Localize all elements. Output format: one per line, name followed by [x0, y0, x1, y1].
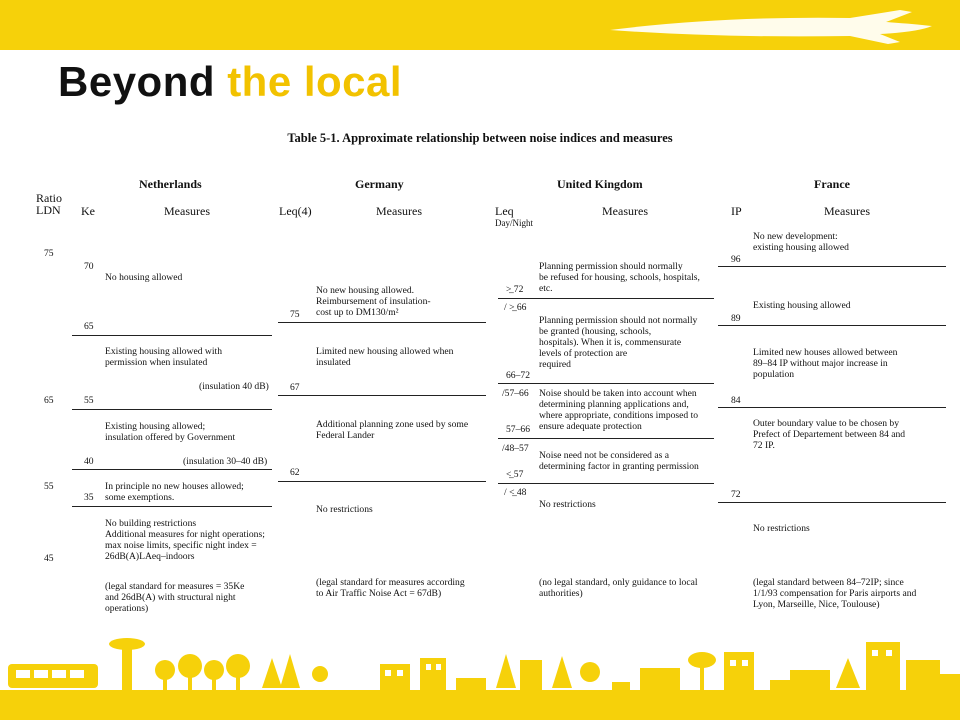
ldn-header: LDN [36, 203, 61, 217]
table-caption: Table 5-1. Approximate relationship between noise indices and measures [287, 131, 673, 145]
ke-header: Ke [81, 204, 95, 218]
nl-measure: No building restrictions Additional measures for night operations; max noise limits, specific night index = 26dB(A)LAeq–indoors [105, 518, 265, 562]
leq-value: >̲ 72 [506, 284, 524, 295]
ip-value: 84 [731, 395, 741, 406]
nl-measure-note: (insulation 30–40 dB) [183, 456, 268, 467]
row-divider [718, 266, 946, 267]
uk-measure: No restrictions [539, 499, 596, 510]
fr-measure: Limited new houses allowed between 89–84 IP without major increase in population [753, 347, 898, 380]
nl-measure: Existing housing allowed; insulation offered by Government [105, 421, 236, 443]
ldn-value: 45 [44, 553, 54, 564]
ke-value: 40 [84, 456, 94, 467]
ip-value: 96 [731, 254, 741, 265]
ldn-value: 55 [44, 481, 54, 492]
de-measure: Limited new housing allowed when insulated [316, 346, 454, 368]
leq-value: <̲ 57 [506, 469, 524, 480]
leq-header: Leq [495, 204, 514, 218]
ke-value: 55 [84, 395, 94, 406]
leq-value: / >̲ 66 [504, 302, 527, 313]
nl-measure: No housing allowed [105, 272, 183, 283]
row-divider [278, 481, 486, 482]
uk-header: United Kingdom [557, 177, 643, 191]
top-banner [0, 0, 960, 50]
day-night-subheader: Day/Night [495, 218, 533, 228]
row-divider [498, 438, 714, 439]
netherlands-header: Netherlands [139, 177, 202, 191]
leq-value: /48–57 [502, 443, 529, 454]
city-skyline-illustration [0, 630, 960, 720]
ldn-value: 75 [44, 248, 54, 259]
leq-value: /57–66 [502, 388, 529, 399]
ip-value: 89 [731, 313, 741, 324]
nl-measure-note: (insulation 40 dB) [199, 381, 269, 392]
row-divider [278, 395, 486, 396]
de-measure: No new housing allowed. Reimbursement of insulation- cost up to DM130/m² [316, 285, 431, 318]
de-legal-standard: (legal standard for measures according to Air Traffic Noise Act = 67dB) [316, 577, 465, 599]
ldn-value: 65 [44, 395, 54, 406]
fr-measure: Existing housing allowed [753, 300, 851, 311]
row-divider [72, 506, 272, 507]
title-word-beyond: Beyond [58, 58, 216, 105]
uk-measure: Noise need not be considered as a determining factor in granting permission [539, 450, 699, 472]
uk-measures-header: Measures [602, 204, 648, 218]
ratio-header: Ratio [36, 191, 62, 205]
uk-legal-standard: (no legal standard, only guidance to local authorities) [539, 577, 698, 599]
fr-measure: Outer boundary value to be chosen by Prefect of Departement between 84 and 72 IP. [753, 418, 906, 451]
uk-measure: Planning permission should not normally be granted (housing, schools, hospitals). When it is, commensurate levels of protection are required [539, 315, 698, 370]
de-measures-header: Measures [376, 204, 422, 218]
ke-value: 65 [84, 321, 94, 332]
uk-measure: Noise should be taken into account when determining planning applications and, where appropriate, conditions imposed to ensure adequate protection [539, 388, 699, 432]
leq-value: 66–72 [506, 370, 530, 381]
row-divider [498, 383, 714, 384]
fr-measure: No new development: existing housing allowed [753, 231, 849, 253]
nl-legal-standard: (legal standard for measures = 35Ke and 26dB(A) with structural night operations) [105, 581, 245, 614]
row-divider [718, 407, 946, 408]
de-measure: No restrictions [316, 504, 373, 515]
ip-header: IP [731, 204, 742, 218]
fr-measure: No restrictions [753, 523, 810, 534]
nl-measure: In principle no new houses allowed; some exemptions. [105, 481, 244, 503]
row-divider [72, 335, 272, 336]
nl-measure: Existing housing allowed with permission when insulated [105, 346, 222, 368]
row-divider [498, 298, 714, 299]
ke-value: 70 [84, 261, 94, 272]
ke-value: 35 [84, 492, 94, 503]
leq4-value: 67 [290, 382, 300, 393]
uk-measure: Planning permission should normally be refused for housing, schools, hospitals, etc. [539, 261, 700, 294]
leq4-value: 75 [290, 309, 300, 320]
leq-value: 57–66 [506, 424, 530, 435]
row-divider [72, 469, 272, 470]
airplane-icon [600, 6, 940, 46]
nl-measures-header: Measures [164, 204, 210, 218]
fr-legal-standard: (legal standard between 84–72IP; since 1/1/93 compensation for Paris airports and Lyon, Marseille, Nice, Toulouse) [753, 577, 917, 610]
de-measure: Additional planning zone used by some Federal Lander [316, 419, 469, 441]
leq4-value: 62 [290, 467, 300, 478]
france-header: France [814, 177, 850, 191]
germany-header: Germany [355, 177, 404, 191]
leq4-header: Leq(4) [279, 204, 312, 218]
slide-title [58, 58, 402, 106]
row-divider [72, 409, 272, 410]
ip-value: 72 [731, 489, 741, 500]
fr-measures-header: Measures [824, 204, 870, 218]
title-word-local: the local [227, 58, 403, 105]
leq-value: / <̲ 48 [504, 487, 527, 498]
row-divider [278, 322, 486, 323]
row-divider [498, 483, 714, 484]
row-divider [718, 325, 946, 326]
row-divider [718, 502, 946, 503]
